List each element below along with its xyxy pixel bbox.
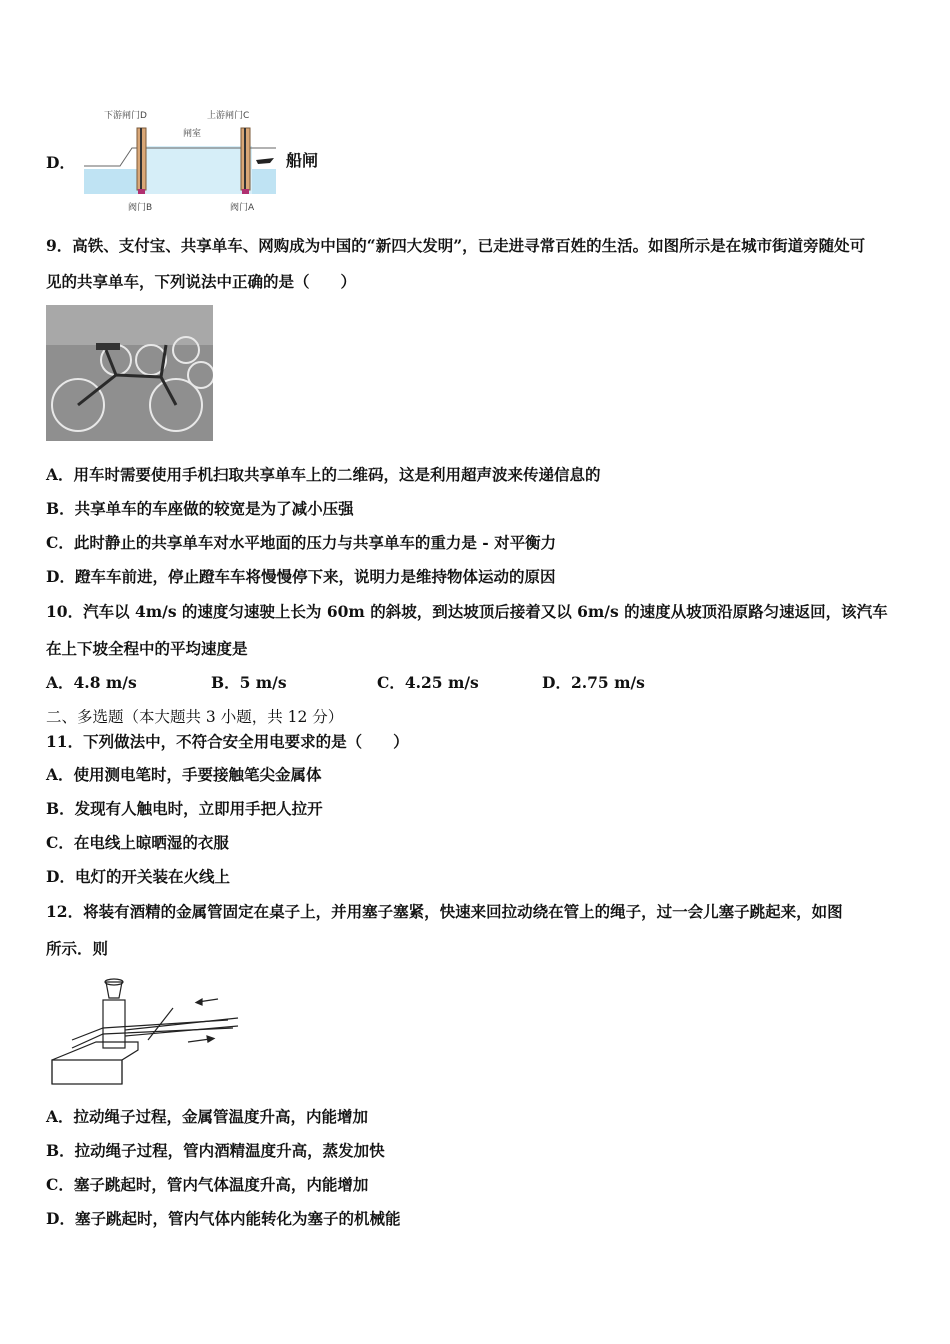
- lock-chamber-water: [142, 146, 252, 194]
- q10-option-a: A．4.8 m/s: [46, 673, 137, 692]
- section-heading: 二、多选题（本大题共 3 小题，共 12 分）: [46, 708, 344, 726]
- q11-option-a: A．使用测电笔时，手要接触笔尖金属体: [46, 765, 322, 784]
- valve-b: [138, 189, 145, 194]
- ship-lock-figure: [80, 106, 280, 214]
- q9-option-b: B．共享单车的车座做的较宽是为了减小压强: [46, 499, 354, 518]
- bikes-illustration: [46, 305, 213, 441]
- arrow-right-icon: [207, 1036, 214, 1042]
- q11-option-c: C．在电线上晾晒湿的衣服: [46, 833, 229, 852]
- ship-lock-caption: 船闸: [286, 151, 319, 170]
- q9-option-a: A．用车时需要使用手机扫取共享单车上的二维码，这是利用超声波来传递信息的: [46, 465, 601, 484]
- valve-a: [242, 189, 249, 194]
- q9-option-d: D．蹬车车前进，停止蹬车车将慢慢停下来，说明力是维持物体运动的原因: [46, 567, 556, 586]
- q12-stem-line1: 12．将装有酒精的金属管固定在桌子上，并用塞子塞紧，快速来回拉动绕在管上的绳子，过一会儿塞子跳起来，如图: [46, 902, 843, 921]
- label-chamber: 闸室: [183, 129, 202, 139]
- q12-option-b: B．拉动绳子过程，管内酒精温度升高，蒸发加快: [46, 1141, 385, 1160]
- q8-option-d-label: D．: [46, 153, 75, 172]
- q11-option-d: D．电灯的开关装在火线上: [46, 867, 230, 886]
- q9-stem-line2: 见的共享单车，下列说法中正确的是（ ）: [46, 272, 357, 291]
- q12-stem-line2: 所示．则: [46, 939, 109, 958]
- q10-option-d: D．2.75 m/s: [542, 673, 645, 692]
- table-top: [52, 1060, 122, 1084]
- arrow-left-icon: [196, 999, 202, 1005]
- shared-bikes-photo: [46, 305, 213, 441]
- q9-option-c: C．此时静止的共享单车对水平地面的压力与共享单车的重力是 - 对平衡力: [46, 533, 557, 552]
- q10-stem-line1: 10．汽车以 4m/s 的速度匀速驶上长为 60m 的斜坡，到达坡顶后接着又以 6m/s 的速度从坡顶沿原路匀速返回，该汽车: [46, 602, 888, 621]
- metal-tube-figure: [48, 968, 248, 1090]
- q12-option-c: C．塞子跳起时，管内气体温度升高，内能增加: [46, 1175, 369, 1194]
- q10-option-b: B．5 m/s: [211, 673, 287, 692]
- q12-option-a: A．拉动绳子过程，金属管温度升高，内能增加: [46, 1107, 369, 1126]
- q10-option-c: C．4.25 m/s: [377, 673, 479, 692]
- ship-icon: [256, 158, 274, 164]
- label-downstream-gate: 下游闸门D: [104, 111, 147, 121]
- metal-tube: [103, 1000, 125, 1048]
- label-upstream-gate: 上游闸门C: [207, 111, 250, 121]
- label-valve-a: 阀门A: [230, 203, 255, 213]
- q11-option-b: B．发现有人触电时，立即用手把人拉开: [46, 799, 323, 818]
- label-valve-b: 阀门B: [128, 203, 153, 213]
- q10-stem-line2: 在上下坡全程中的平均速度是: [46, 639, 248, 658]
- q9-stem-line1: 9．高铁、支付宝、共享单车、网购成为中国的“新四大发明”，已走进寻常百姓的生活。如图所示是在城市街道旁随处可: [46, 236, 866, 255]
- q12-option-d: D．塞子跳起时，管内气体内能转化为塞子的机械能: [46, 1209, 401, 1228]
- q11-stem: 11．下列做法中，不符合安全用电要求的是（ ）: [46, 732, 409, 751]
